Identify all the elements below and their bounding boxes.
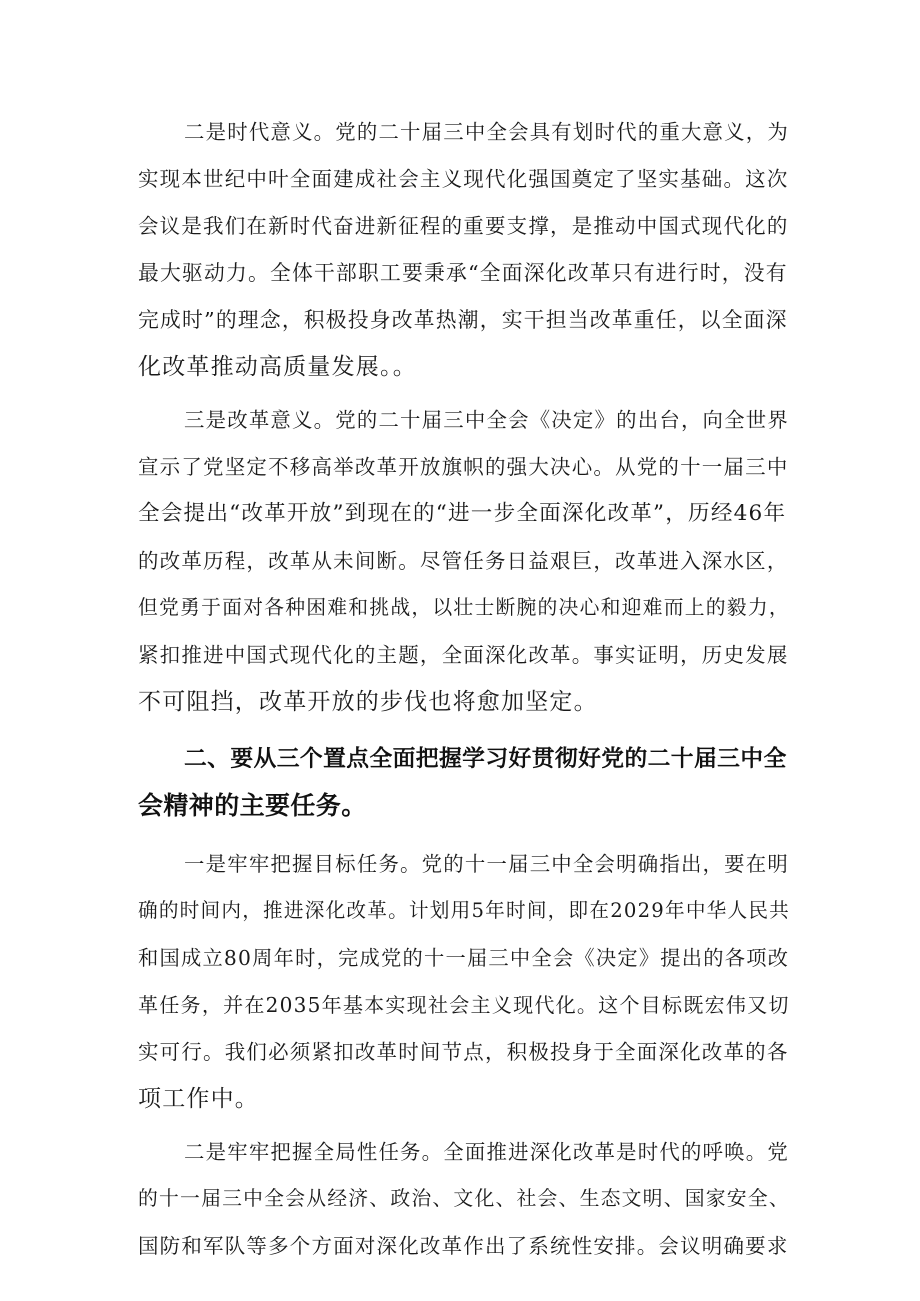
text-line: 实现本世纪中叶全面建成社会主义现代化强国奠定了坚实基础。这次 [138, 167, 789, 191]
text-line: 的十一届三中全会从经济、政治、文化、社会、生态文明、国家安全、 [138, 1187, 790, 1210]
text-line: 完成时”的理念，积极投身改革热潮，实干担当改革重任，以全面深 [138, 308, 788, 332]
text-line: 不可阻挡，改革开放的步伐也将愈加坚定。 [138, 689, 598, 715]
text-line: 最大驱动力。全体干部职工要秉承“全面深化改革只有进行时，没有 [138, 261, 788, 285]
text-line: 全会提出“改革开放”到现在的“进一步全面深化改革”，历经46年 [138, 501, 787, 526]
text-line: 和国成立80周年时，完成党的十一届三中全会《决定》提出的各项改 [138, 946, 790, 970]
text-line: 确的时间内，推进深化改革。计划用5年时间，即在2029年中华人民共 [138, 899, 791, 922]
heading-line: 二、要从三个置点全面把握学习好贯彻好党的二十届三中全 [184, 746, 787, 772]
text-line: 的改革历程，改革从未间断。尽管任务日益艰巨，改革进入深水区， [138, 549, 789, 573]
text-line: 一是牢牢把握目标任务。党的十一届三中全会明确指出，要在明 [184, 852, 789, 876]
text-line: 但党勇于面对各种困难和挑战，以壮士断腕的决心和迎难而上的毅力， [138, 596, 790, 619]
text-line: 二是时代意义。党的二十届三中全会具有划时代的重大意义，为 [184, 120, 789, 144]
text-line: 革任务，并在2035年基本实现社会主义现代化。这个目标既宏伟又切 [138, 993, 790, 1017]
heading-line: 会精神的主要任务。 [138, 791, 367, 820]
text-line: 宣示了党坚定不移高举改革开放旗帜的强大决心。从党的十一届三中 [138, 455, 789, 479]
text-line: 化改革推动高质量发展。。 [138, 354, 417, 380]
text-line: 项工作中。 [138, 1086, 259, 1112]
text-line: 国防和军队等多个方面对深化改革作出了系统性安排。会议明确要求 [138, 1234, 789, 1258]
text-line: 二是牢牢把握全局性任务。全面推进深化改革是时代的呼唤。党 [184, 1140, 789, 1164]
text-line: 紧扣推进中国式现代化的主题，全面深化改革。事实证明，历史发展 [138, 643, 789, 667]
text-line: 实可行。我们必须紧扣改革时间节点，积极投身于全面深化改革的各 [138, 1040, 789, 1064]
text-line: 三是改革意义。党的二十届三中全会《决定》的出台，向全世界 [184, 408, 789, 432]
text-line: 会议是我们在新时代奋进新征程的重要支撑，是推动中国式现代化的 [138, 214, 789, 238]
